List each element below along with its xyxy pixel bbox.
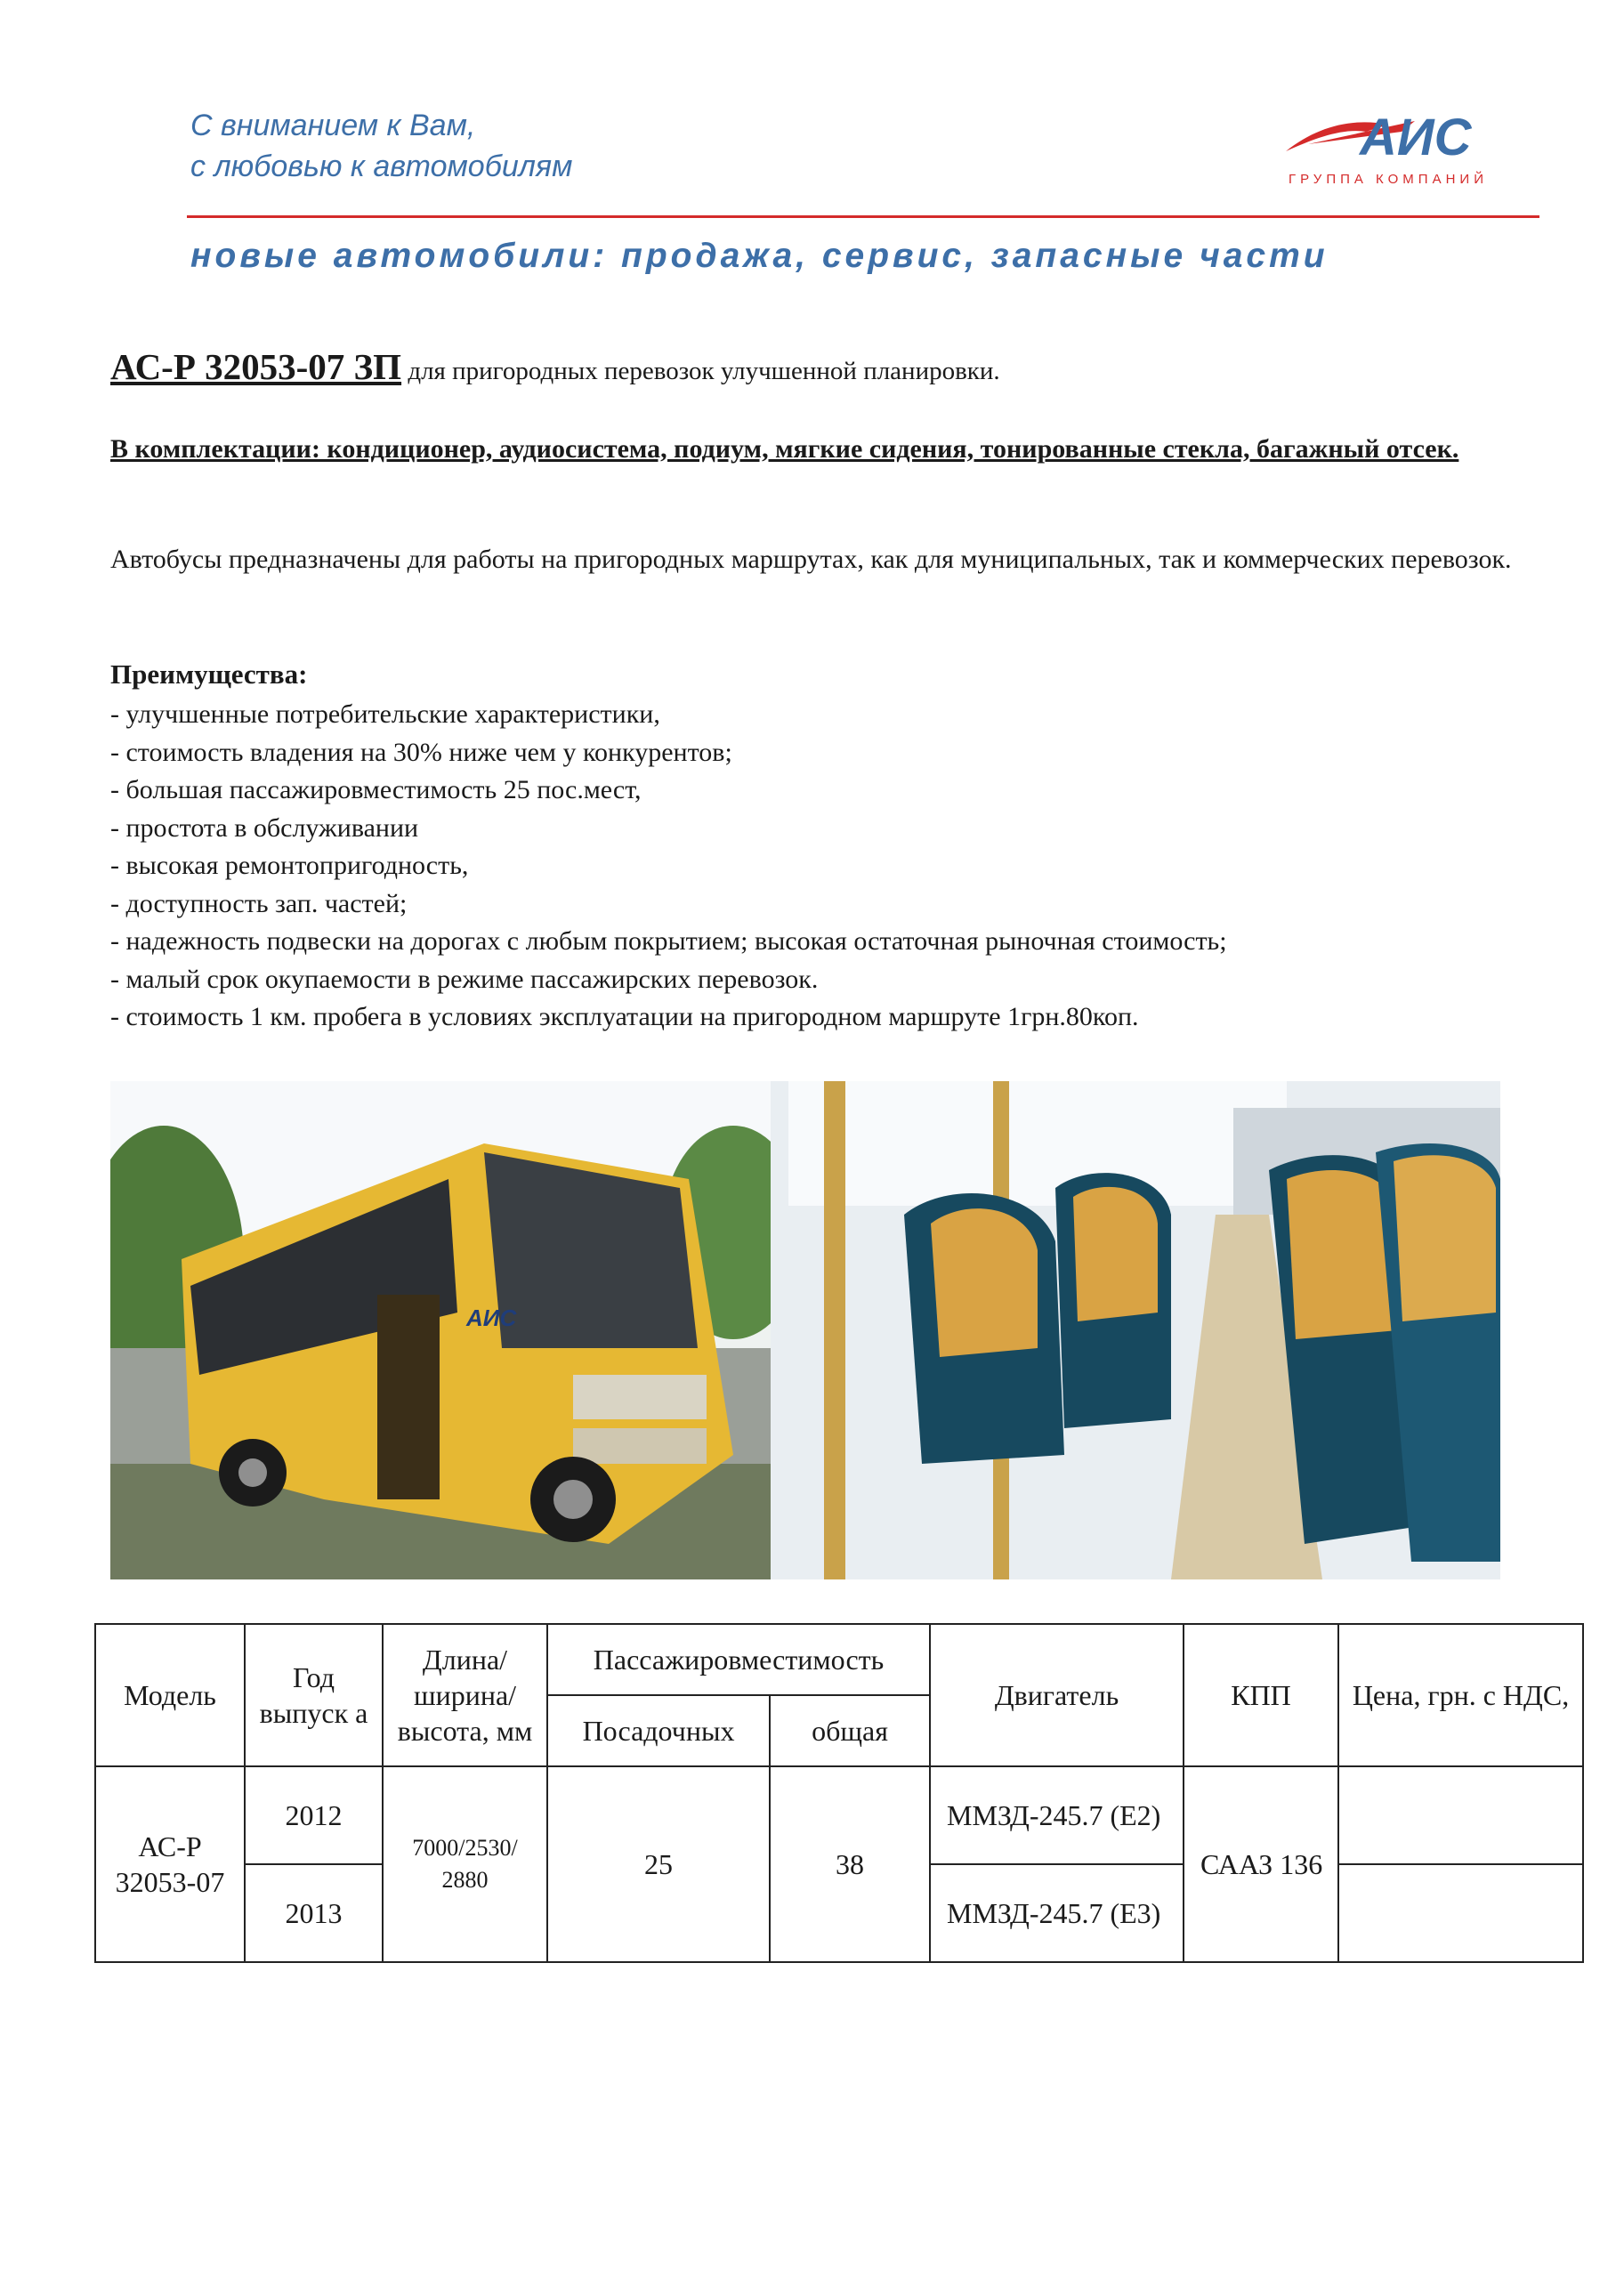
header-seated: Посадочных	[547, 1695, 770, 1766]
list-item: - доступность зап. частей;	[110, 888, 408, 918]
header-price: Цена, грн. с НДС,	[1338, 1624, 1583, 1766]
header-dims: Длина/ ширина/ высота, мм	[383, 1624, 547, 1766]
header-divider	[187, 215, 1539, 218]
model-heading	[110, 345, 1000, 388]
equipment-text: В комплектации: кондиционер, аудиосистема, подиум, мягкие сидения, тонированные стекла, багажный отсек.	[110, 434, 1459, 464]
cell-price	[1338, 1864, 1583, 1962]
list-item: - надежность подвески на дорогах с любым покрытием; высокая остаточная рыночная стоимость;	[110, 926, 1227, 956]
cell-engine: ММЗД-245.7 (Е2)	[930, 1766, 1184, 1864]
list-item: - большая пассажировместимость 25 пос.мест,	[110, 775, 642, 804]
cell-dims: 7000/2530/ 2880	[383, 1766, 547, 1962]
bus-exterior-photo	[110, 1081, 771, 1579]
header-model: Модель	[95, 1624, 245, 1766]
advantages-title: Преимущества:	[110, 658, 308, 690]
logo-name: АИС	[1360, 109, 1472, 166]
list-item: - стоимость владения на 30% ниже чем у конкурентов;	[110, 737, 732, 767]
table-row	[95, 1766, 1583, 1864]
bus-logo-text: АИС	[466, 1305, 517, 1331]
header-engine: Двигатель	[930, 1624, 1184, 1766]
model-subtitle: для пригородных перевозок улучшенной планировки.	[408, 357, 1000, 385]
list-item: - улучшенные потребительские характеристики,	[110, 699, 660, 729]
header-year: Год выпуск а	[245, 1624, 383, 1766]
header-total: общая	[770, 1695, 930, 1766]
slogan	[190, 105, 572, 187]
logo-subtitle: ГРУППА КОМПАНИЙ	[1289, 172, 1488, 187]
cell-price	[1338, 1766, 1583, 1864]
list-item: - стоимость 1 км. пробега в условиях эксплуатации на пригородном маршруте 1грн.80коп.	[110, 1002, 1139, 1031]
slogan-line-1: С вниманием к Вам,	[190, 109, 476, 142]
cell-seated: 25	[547, 1766, 770, 1962]
list-item: - высокая ремонтопригодность,	[110, 851, 469, 880]
company-logo	[1281, 109, 1548, 189]
slogan-line-2: с любовью к автомобилям	[190, 149, 573, 183]
intro-paragraph: Автобусы предназначены для работы на пригородных маршрутах, как для муниципальных, так и коммерческих перевозок.	[110, 545, 1512, 574]
tagline: новые автомобили: продажа, сервис, запасные части	[190, 237, 1329, 275]
cell-total: 38	[770, 1766, 930, 1962]
bus-interior-photo	[771, 1081, 1500, 1579]
specs-table	[94, 1623, 1584, 1963]
advantages-list	[110, 696, 1579, 1037]
header-gearbox: КПП	[1184, 1624, 1338, 1766]
cell-year: 2012	[245, 1766, 383, 1864]
cell-year: 2013	[245, 1864, 383, 1962]
table-header-row	[95, 1624, 1583, 1695]
list-item: - простота в обслуживании	[110, 812, 419, 843]
header-capacity: Пассажировместимость	[547, 1624, 930, 1695]
logo-swoosh-icon	[1281, 109, 1548, 189]
model-title: АС-Р 32053-07 ЗП	[110, 346, 402, 387]
cell-engine: ММЗД-245.7 (Е3)	[930, 1864, 1184, 1962]
cell-gearbox: СААЗ 136	[1184, 1766, 1338, 1962]
list-item: - малый срок окупаемости в режиме пассажирских перевозок.	[110, 964, 819, 994]
cell-model: АС-Р 32053-07	[95, 1766, 245, 1962]
